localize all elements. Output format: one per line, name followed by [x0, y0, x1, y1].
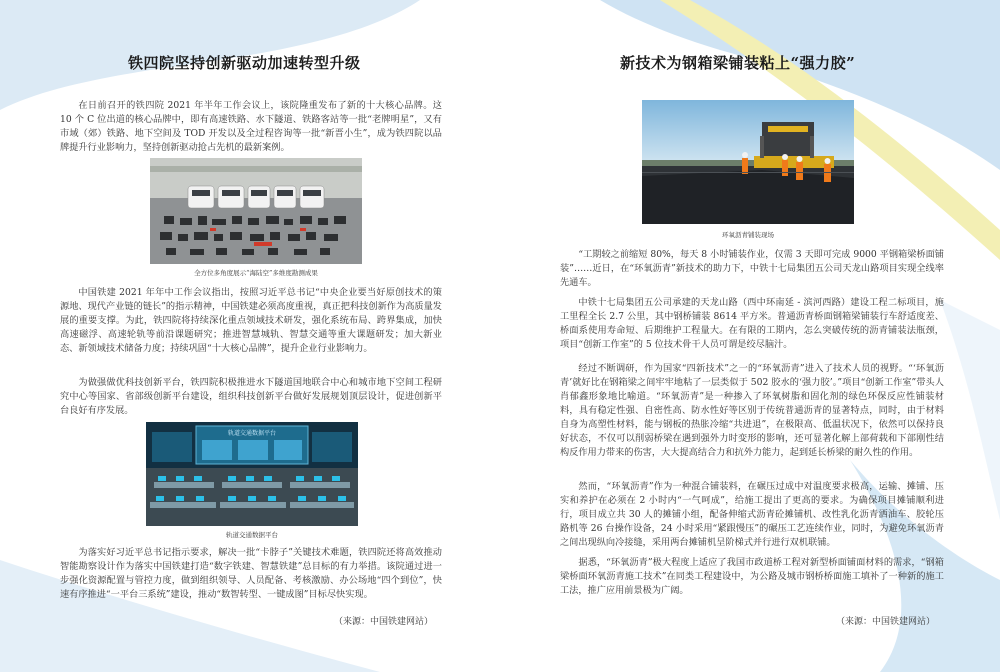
right-source: （来源：中国铁建网站）	[836, 617, 936, 627]
left-paragraph-1: 在日前召开的铁四院 2021 年半年工作会议上，该院隆重发布了新的十大核心品牌。这 10 个 C 位出道的核心品牌中，即有高速铁路、水下隧道、铁路客站等一批“老牌明星”，又有市域（郊）铁路、地下空间及 TOD 开发以及全过程咨询等一批“新晋小生”，成为铁四院以品牌提升行业影响力，坚持创新驱动抢占先机的最新案例。	[60, 100, 442, 153]
survey-equipment-photo	[150, 158, 362, 264]
left-source: （来源：中国铁建网站）	[334, 617, 434, 627]
left-paragraph-3: 为做强做优科技创新平台，铁四院积极推进水下隧道国地联合中心和城市地下空间工程研究中心等国家、省部级创新平台建设，组织科技创新平台做好发展规划顶层设计，促进创新平台良好有序发展。	[60, 377, 442, 416]
data-platform-photo	[146, 422, 358, 526]
data-platform-screen-title: 轨道交通数据平台	[227, 430, 276, 437]
right-paragraph-4: 然而，“环氧沥青”作为一种混合铺装料，在碾压过成中对温度要求极高，运输、摊铺、压实和养护在必须在 2 小时内“一气呵成”，给施工提出了更高的要求。为确保项目摊铺顺利进行，项目成立共 30 人的摊铺小组，配备伸缩式沥青砼摊铺机、改性乳化沥青洒油车、胶轮压路机等 26 台操作设备，24 小时采用“紧跟慢压”的碾压工艺连续作业，同时，为避免环氧沥青之间出现纵向冷接缝，采用两台摊铺机呈阶梯式并行进行双机联铺。	[560, 481, 944, 548]
survey-equipment-caption: 全方位多角度展示“海陆空”多维度勘测成果	[194, 269, 318, 277]
right-paragraph-1: “工期较之前缩短 80%，每天 8 小时铺装作业，仅需 3 天即可完成 9000 平钢箱梁桥面铺装”……近日，在“环氧沥青”新技术的助力下，中铁十七局集团五公司天龙山路项目实现全线率先通车。	[560, 249, 944, 288]
right-article-title: 新技术为钢箱梁铺装粘上“强力胶”	[620, 54, 856, 72]
right-paragraph-3: 经过不断调研，作为国家“四新技术”之一的“环氧沥青”进入了技术人员的视野。“‘环氧沥青’就好比在钢箱梁之间牢牢地粘了一层类似于 502 胶水的‘强力胶’。”项目“创新工作室”带头人肖郁鑫形象地比喻道。“环氧沥青”是一种掺入了环氧树脂和固化剂的绿色环保反应性铺装材料，具有稳定性强、自密性高、防水性好等区别于传统普通沥青的显著特点，同时，由于材料自身为高塑性材料，能与钢板的热胀冷缩“共进退”，在极限高、低温状况下，依然可以保持良好状态，不仅可以削弱桥梁在遇到强外力时变形的影响，还可显著化解上部荷载和下部刚性结构反作用力带来的伤害，大大提高结合力和抗外力能力，起到延长桥梁的耐久性的作用。	[560, 363, 944, 458]
asphalt-paving-caption: 环氧沥青铺装现场	[722, 231, 774, 239]
left-paragraph-2: 中国铁建 2021 年年中工作会议指出，按照习近平总书记“中央企业要当好原创技术的策源地、现代产业链的链长”的指示精神，中国铁建必须高度重视，真正把科技创新作为高质量发展的重要支撑。为此，铁四院将持续深化重点领域技术研发，强化系统布局、跨界集成，加快高速磁浮、高速轮轨等前沿课题研究；推进智慧城轨、智慧交通等重大课题研发；加大新业态、新领域技术储备力度；持续巩固“十大核心品牌”，提升企业行业影响力。	[60, 287, 442, 354]
left-article-title: 铁四院坚持创新驱动加速转型升级	[128, 54, 361, 72]
left-paragraph-4: 为落实好习近平总书记指示要求，解决一批“卡脖子”关键技术难题，铁四院还将高效推动智能勘察设计作为落实中国铁建打造“数字铁建、智慧铁建”总目标的有力举措。该院通过进一步强化资源配置与管控力度，做到组织领导、人员配备、考核激励、办公场地“四个到位”，快速有序推进“一平台三系统”建设，推动“数智转型、一键成图”目标尽快实现。	[60, 547, 442, 600]
data-platform-caption: 轨道交通数据平台	[226, 531, 278, 539]
right-paragraph-2: 中铁十七局集团五公司承建的天龙山路（西中环南延 - 滨河西路）建设工程二标项目，施工里程全长 2.7 公里，其中钢桥铺装 8614 平方米。普通沥青桥面钢箱梁铺装行车舒适度差、桥面系使用寿命短、后期维护工程量大。在有限的工期内，怎么突破传统的沥青铺装法瓶颈，项目“创新工作室”的 5 位技术骨干人员可谓是绞尽脑汁。	[560, 297, 944, 350]
right-page	[500, 0, 1000, 672]
asphalt-paving-photo	[642, 100, 854, 224]
right-paragraph-5: 据悉，“环氧沥青”极大程度上适应了我国市政道桥工程对新型桥面铺面材料的需求，“钢箱梁桥面环氧沥青施工技术”在同类工程建设中，为公路及城市钢桥桥面施工填补了一种新的施工工法，推广应用前景极为广阔。	[560, 557, 944, 596]
